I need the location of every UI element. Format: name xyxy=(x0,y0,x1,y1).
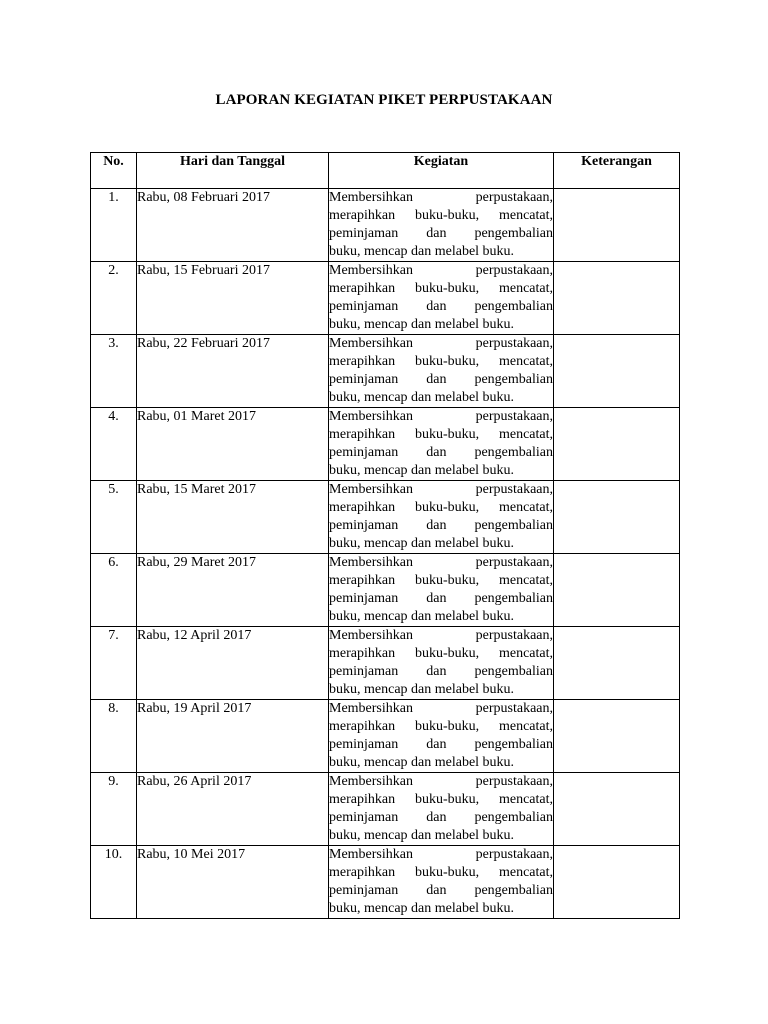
table-row xyxy=(91,773,680,846)
row-note xyxy=(554,554,680,627)
row-activity xyxy=(329,335,554,408)
activity-line: buku, mencap dan melabel buku. xyxy=(329,682,515,697)
table-row xyxy=(91,846,680,919)
row-number: 1. xyxy=(91,189,137,262)
activity-line: buku, mencap dan melabel buku. xyxy=(329,317,515,332)
row-note xyxy=(554,773,680,846)
activity-line: merapihkan buku-buku, mencatat, xyxy=(329,208,553,223)
table-row xyxy=(91,335,680,408)
row-date: Rabu, 15 Februari 2017 xyxy=(137,262,329,335)
activity-line: peminjaman dan pengembalian xyxy=(329,445,553,460)
row-number: 8. xyxy=(91,700,137,773)
row-date: Rabu, 12 April 2017 xyxy=(137,627,329,700)
row-number: 6. xyxy=(91,554,137,627)
table-row xyxy=(91,700,680,773)
activity-line: peminjaman dan pengembalian xyxy=(329,883,553,898)
row-date: Rabu, 10 Mei 2017 xyxy=(137,846,329,919)
header-date: Hari dan Tanggal xyxy=(137,153,329,189)
activity-line: peminjaman dan pengembalian xyxy=(329,372,553,387)
row-note xyxy=(554,846,680,919)
activity-line: peminjaman dan pengembalian xyxy=(329,664,553,679)
header-activity: Kegiatan xyxy=(329,153,554,189)
activity-line: merapihkan buku-buku, mencatat, xyxy=(329,427,553,442)
activity-line: peminjaman dan pengembalian xyxy=(329,737,553,752)
header-no: No. xyxy=(91,153,137,189)
row-activity xyxy=(329,773,554,846)
activity-line: Membersihkan perpustakaan, xyxy=(329,409,553,424)
activity-line: Membersihkan perpustakaan, xyxy=(329,847,553,862)
row-date: Rabu, 26 April 2017 xyxy=(137,773,329,846)
activity-line: buku, mencap dan melabel buku. xyxy=(329,390,515,405)
row-activity xyxy=(329,262,554,335)
report-table xyxy=(90,152,680,919)
activity-line: buku, mencap dan melabel buku. xyxy=(329,536,515,551)
activity-line: merapihkan buku-buku, mencatat, xyxy=(329,719,553,734)
activity-line: peminjaman dan pengembalian xyxy=(329,226,553,241)
row-activity xyxy=(329,554,554,627)
table-row xyxy=(91,481,680,554)
row-number: 7. xyxy=(91,627,137,700)
row-note xyxy=(554,408,680,481)
activity-line: Membersihkan perpustakaan, xyxy=(329,628,553,643)
activity-line: merapihkan buku-buku, mencatat, xyxy=(329,500,553,515)
activity-line: buku, mencap dan melabel buku. xyxy=(329,755,515,770)
row-number: 4. xyxy=(91,408,137,481)
row-activity xyxy=(329,481,554,554)
activity-line: merapihkan buku-buku, mencatat, xyxy=(329,354,553,369)
activity-line: merapihkan buku-buku, mencatat, xyxy=(329,281,553,296)
table-row xyxy=(91,189,680,262)
row-number: 9. xyxy=(91,773,137,846)
row-activity xyxy=(329,627,554,700)
row-date: Rabu, 01 Maret 2017 xyxy=(137,408,329,481)
activity-line: Membersihkan perpustakaan, xyxy=(329,336,553,351)
activity-line: peminjaman dan pengembalian xyxy=(329,810,553,825)
activity-line: buku, mencap dan melabel buku. xyxy=(329,463,515,478)
row-activity xyxy=(329,189,554,262)
table-row xyxy=(91,408,680,481)
table-row xyxy=(91,627,680,700)
activity-line: merapihkan buku-buku, mencatat, xyxy=(329,573,553,588)
activity-line: peminjaman dan pengembalian xyxy=(329,299,553,314)
row-note xyxy=(554,627,680,700)
activity-line: buku, mencap dan melabel buku. xyxy=(329,901,515,916)
row-number: 10. xyxy=(91,846,137,919)
activity-line: Membersihkan perpustakaan, xyxy=(329,555,553,570)
row-number: 3. xyxy=(91,335,137,408)
activity-line: Membersihkan perpustakaan, xyxy=(329,482,553,497)
row-number: 5. xyxy=(91,481,137,554)
row-date: Rabu, 29 Maret 2017 xyxy=(137,554,329,627)
table-row xyxy=(91,262,680,335)
row-activity xyxy=(329,846,554,919)
header-note: Keterangan xyxy=(554,153,680,189)
table-header-row xyxy=(91,153,680,189)
row-activity xyxy=(329,700,554,773)
activity-line: buku, mencap dan melabel buku. xyxy=(329,244,515,259)
activity-line: merapihkan buku-buku, mencatat, xyxy=(329,792,553,807)
activity-line: Membersihkan perpustakaan, xyxy=(329,774,553,789)
row-activity xyxy=(329,408,554,481)
activity-line: peminjaman dan pengembalian xyxy=(329,518,553,533)
activity-line: Membersihkan perpustakaan, xyxy=(329,701,553,716)
row-date: Rabu, 15 Maret 2017 xyxy=(137,481,329,554)
row-number: 2. xyxy=(91,262,137,335)
row-note xyxy=(554,700,680,773)
table-row xyxy=(91,554,680,627)
row-note xyxy=(554,481,680,554)
activity-line: buku, mencap dan melabel buku. xyxy=(329,828,515,843)
activity-line: Membersihkan perpustakaan, xyxy=(329,263,553,278)
row-note xyxy=(554,189,680,262)
row-date: Rabu, 19 April 2017 xyxy=(137,700,329,773)
row-note xyxy=(554,262,680,335)
activity-line: buku, mencap dan melabel buku. xyxy=(329,609,515,624)
activity-line: merapihkan buku-buku, mencatat, xyxy=(329,646,553,661)
row-date: Rabu, 22 Februari 2017 xyxy=(137,335,329,408)
row-date: Rabu, 08 Februari 2017 xyxy=(137,189,329,262)
row-note xyxy=(554,335,680,408)
activity-line: merapihkan buku-buku, mencatat, xyxy=(329,865,553,880)
activity-line: Membersihkan perpustakaan, xyxy=(329,190,553,205)
activity-line: peminjaman dan pengembalian xyxy=(329,591,553,606)
report-title: LAPORAN KEGIATAN PIKET PERPUSTAKAAN xyxy=(215,92,553,108)
